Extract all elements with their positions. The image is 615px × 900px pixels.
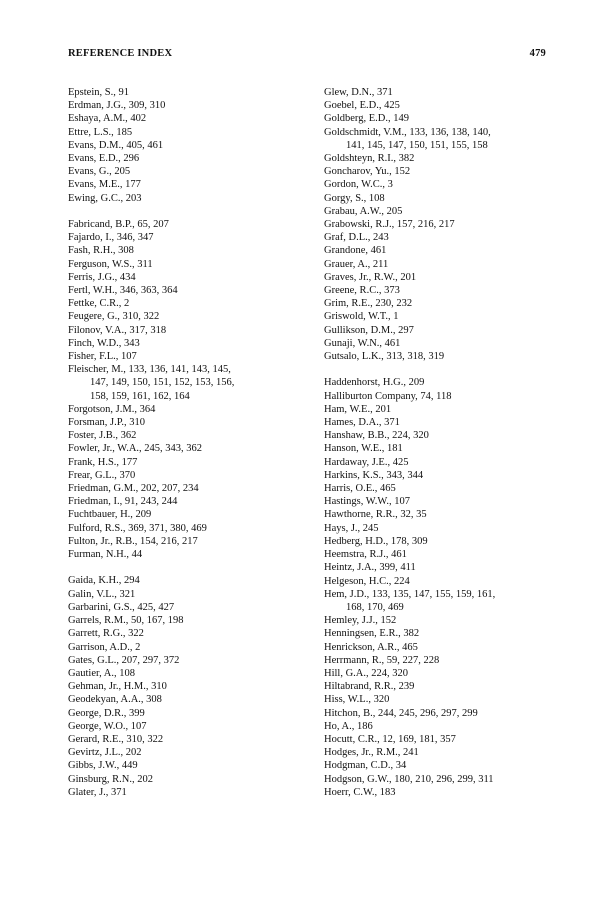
index-entry: Garrett, R.G., 322 [68,628,144,640]
index-entry: Glew, D.N., 371 [324,87,393,98]
index-entry: Fettke, C.R., 2 [68,298,130,310]
index-entry: Gehman, Jr., H.M., 310 [68,681,167,693]
index-entry: Ferris, J.G., 434 [68,271,136,283]
index-entry: Ho, A., 186 [324,720,373,732]
index-entry: Grandone, 461 [324,245,387,257]
index-entry: Hodgson, G.W., 180, 210, 296, 299, 311 [324,773,494,785]
index-entry: Ham, W.E., 201 [324,403,392,415]
index-entry: Fleischer, M., 133, 136, 141, 143, 145, [68,364,231,376]
index-entry-continuation: 168, 170, 469 [346,601,404,613]
index-entry: Geodekyan, A.A., 308 [68,694,162,706]
index-entry: Herrmann, R., 59, 227, 228 [324,654,440,666]
index-entry: Heemstra, R.J., 461 [324,549,407,561]
index-entry: Henrickson, A.R., 465 [324,641,418,653]
index-entry: Gorgy, S., 108 [324,192,385,204]
index-entry: Helgeson, H.C., 224 [324,575,410,587]
index-entry: Hanshaw, B.B., 224, 320 [324,430,429,442]
index-entry: Garrison, A.D., 2 [68,641,141,653]
index-entry: George, W.O., 107 [68,720,147,732]
index-entry: Finch, W.D., 343 [68,337,140,349]
index-entry: Fertl, W.H., 346, 363, 364 [68,285,178,297]
index-entry: Fulford, R.S., 369, 371, 380, 469 [68,522,207,534]
index-entry: Hoerr, C.W., 183 [324,786,396,798]
index-entry: Hodgman, C.D., 34 [324,760,407,772]
index-entry: Goldshteyn, R.I., 382 [324,153,415,165]
index-entry: Evans, E.D., 296 [68,153,140,165]
index-entry: Friedman, I., 91, 243, 244 [68,496,178,508]
index-entry: Grabowski, R.J., 157, 216, 217 [324,219,455,231]
index-entry: Harkins, K.S., 343, 344 [324,469,424,481]
index-entry: Friedman, G.M., 202, 207, 234 [68,483,199,495]
index-entry: Ewing, G.C., 203 [68,192,142,204]
index-entry: Eshaya, A.M., 402 [68,113,147,125]
index-entry: Fulton, Jr., R.B., 154, 216, 217 [68,535,198,547]
index-entry: Fabricand, B.P., 65, 207 [68,219,169,231]
letter-group-gap [68,561,308,574]
index-entry: Gutsalo, L.K., 313, 318, 319 [324,351,445,363]
index-entry: Galin, V.L., 321 [68,588,136,600]
index-entry: Evans, M.E., 177 [68,179,141,191]
index-entry: Fajardo, I., 346, 347 [68,232,154,244]
index-entry: Garrels, R.M., 50, 167, 198 [68,615,184,627]
index-entry: Hames, D.A., 371 [324,417,400,429]
index-entry: Gordon, W.C., 3 [324,179,393,191]
index-entry: Ferguson, W.S., 311 [68,258,153,270]
index-entry: Forsman, J.P., 310 [68,417,146,429]
page-number: 479 [529,48,546,59]
index-entry: Ettre, L.S., 185 [68,126,133,138]
index-entry: Grabau, A.W., 205 [324,205,403,217]
index-entry: Hodges, Jr., R.M., 241 [324,747,419,759]
index-entry: Hiss, W.L., 320 [324,694,390,706]
index-entry: Hitchon, B., 244, 245, 296, 297, 299 [324,707,478,719]
index-entry: Forgotson, J.M., 364 [68,403,156,415]
index-entry: Glater, J., 371 [68,786,127,798]
index-entry: Grauer, A., 211 [324,258,389,270]
index-entry: Epstein, S., 91 [68,87,129,98]
index-entry: Goldberg, E.D., 149 [324,113,409,125]
section-title: REFERENCE INDEX [68,48,173,59]
index-entry: Goebel, E.D., 425 [324,100,400,112]
index-entry: Gevirtz, J.L., 202 [68,747,142,759]
index-entry: Gates, G.L., 207, 297, 372 [68,654,180,666]
index-entry: Hedberg, H.D., 178, 309 [324,535,428,547]
index-entry: Gullikson, D.M., 297 [324,324,414,336]
index-entry: Hastings, W.W., 107 [324,496,410,508]
index-entry: Halliburton Company, 74, 118 [324,390,452,402]
index-entry: Graves, Jr., R.W., 201 [324,271,417,283]
index-entry: Fash, R.H., 308 [68,245,134,257]
letter-group-gap [68,205,308,218]
index-entry: Griswold, W.T., 1 [324,311,399,323]
index-entry: Goldschmidt, V.M., 133, 136, 138, 140, [324,126,491,138]
index-entry: Hocutt, C.R., 12, 169, 181, 357 [324,733,456,745]
index-entry: Heintz, J.A., 399, 411 [324,562,416,574]
index-entry: Gaida, K.H., 294 [68,575,140,587]
index-entry: Fisher, F.L., 107 [68,351,137,363]
index-entry: Harris, O.E., 465 [324,483,396,495]
index-entry: Hanson, W.E., 181 [324,443,403,455]
index-entry: Hays, J., 245 [324,522,379,534]
index-entry: Frank, H.S., 177 [68,456,138,468]
index-entry: Foster, J.B., 362 [68,430,137,442]
index-column-right [324,86,564,799]
index-entry-continuation: 147, 149, 150, 151, 152, 153, 156, [90,377,235,389]
index-entry-continuation: 158, 159, 161, 162, 164 [90,390,190,402]
index-entry: Evans, G., 205 [68,166,131,178]
index-entry: Garbarini, G.S., 425, 427 [68,601,175,613]
page-header [68,48,546,59]
index-entry: Hawthorne, R.R., 32, 35 [324,509,427,521]
index-entry: Gerard, R.E., 310, 322 [68,733,164,745]
index-entry: Gibbs, J.W., 449 [68,760,138,772]
index-entry: Frear, G.L., 370 [68,469,136,481]
index-entry: Ginsburg, R.N., 202 [68,773,153,785]
index-entry: Filonov, V.A., 317, 318 [68,324,167,336]
index-entry: Graf, D.L., 243 [324,232,389,244]
index-entry: George, D.R., 399 [68,707,145,719]
index-entry: Hill, G.A., 224, 320 [324,667,408,679]
index-entry: Erdman, J.G., 309, 310 [68,100,166,112]
index-entry: Greene, R.C., 373 [324,285,400,297]
index-entry: Feugere, G., 310, 322 [68,311,160,323]
index-entry: Hiltabrand, R.R., 239 [324,681,415,693]
index-entry: Fowler, Jr., W.A., 245, 343, 362 [68,443,203,455]
index-entry: Fuchtbauer, H., 209 [68,509,152,521]
index-entry: Gautier, A., 108 [68,667,135,679]
index-entry-continuation: 141, 145, 147, 150, 151, 155, 158 [346,139,488,151]
index-entry: Hem, J.D., 133, 135, 147, 155, 159, 161, [324,588,496,600]
index-entry: Goncharov, Yu., 152 [324,166,411,178]
index-column-left [68,86,308,799]
index-entry: Furman, N.H., 44 [68,549,143,561]
index-entry: Hardaway, J.E., 425 [324,456,409,468]
index-entry: Evans, D.M., 405, 461 [68,139,164,151]
index-entry: Henningsen, E.R., 382 [324,628,420,640]
letter-group-gap [324,363,564,376]
index-entry: Haddenhorst, H.G., 209 [324,377,425,389]
index-entry: Gunaji, W.N., 461 [324,337,401,349]
index-entry: Hemley, J.J., 152 [324,615,397,627]
index-entry: Grim, R.E., 230, 232 [324,298,413,310]
